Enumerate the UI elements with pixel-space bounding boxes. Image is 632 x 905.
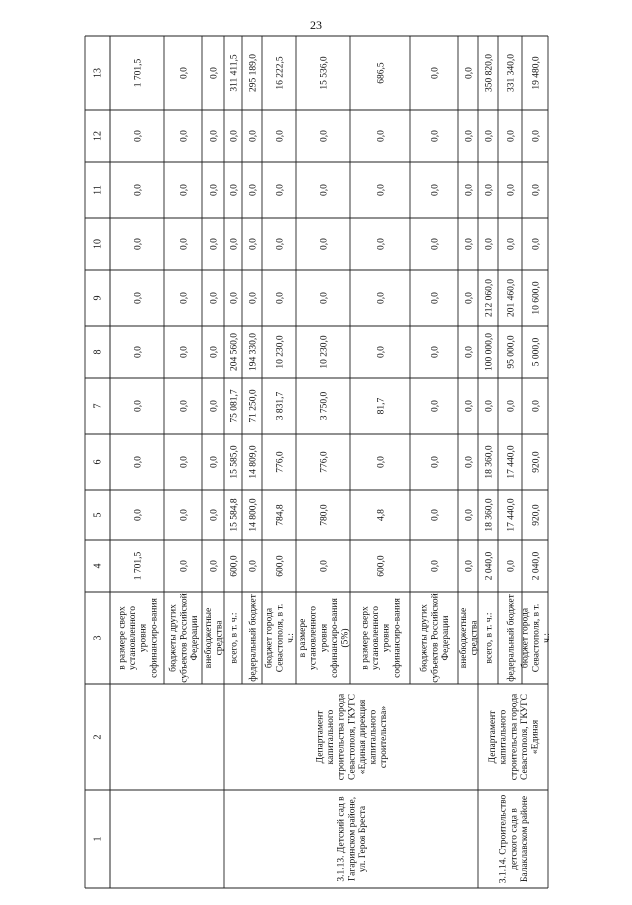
amount-cell: 0,0 bbox=[430, 130, 441, 142]
amount-cell: 0,0 bbox=[484, 400, 495, 412]
amount-cell: 0,0 bbox=[209, 400, 220, 412]
amount-cell: 0,0 bbox=[464, 456, 475, 468]
amount-cell: 0,0 bbox=[464, 292, 475, 304]
funding-source-cell: внебюджетныесредства bbox=[459, 607, 480, 669]
amount-cell: 0,0 bbox=[376, 184, 387, 196]
amount-cell: 15 585,0 bbox=[229, 445, 240, 479]
amount-cell: 71 250,0 bbox=[248, 389, 259, 423]
funding-source-cell: в размереустановленногоуровнясофинансиро-вания(5%) bbox=[298, 598, 351, 678]
amount-cell: 0,0 bbox=[248, 560, 259, 572]
amount-cell: 10 600,0 bbox=[531, 281, 542, 315]
amount-cell: 0,0 bbox=[531, 130, 542, 142]
amount-cell: 0,0 bbox=[531, 184, 542, 196]
amount-cell: 0,0 bbox=[430, 346, 441, 358]
amount-cell: 0,0 bbox=[275, 238, 286, 250]
amount-cell: 0,0 bbox=[506, 130, 517, 142]
amount-cell: 0,0 bbox=[209, 560, 220, 572]
amount-cell: 0,0 bbox=[209, 509, 220, 521]
amount-cell: 0,0 bbox=[229, 184, 240, 196]
amount-cell: 0,0 bbox=[376, 130, 387, 142]
amount-cell: 0,0 bbox=[248, 292, 259, 304]
amount-cell: 0,0 bbox=[275, 292, 286, 304]
amount-cell: 75 081,7 bbox=[229, 389, 240, 423]
amount-cell: 295 189,0 bbox=[248, 54, 259, 92]
amount-cell: 686,5 bbox=[376, 62, 387, 84]
amount-cell: 0,0 bbox=[179, 238, 190, 250]
amount-cell: 0,0 bbox=[531, 400, 542, 412]
funding-source-cell: федеральный бюджет bbox=[248, 594, 259, 682]
amount-cell: 0,0 bbox=[248, 184, 259, 196]
amount-cell: 0,0 bbox=[430, 292, 441, 304]
amount-cell: 776,0 bbox=[275, 451, 286, 473]
header-cell: 7 bbox=[92, 403, 104, 409]
responsible-cell: Департаменткапитальногостроительства городаСевастополя, ГКУГС«Единая дирекциякапитальногостроительства» bbox=[315, 693, 390, 781]
amount-cell: 0,0 bbox=[248, 130, 259, 142]
header-cell: 5 bbox=[92, 512, 104, 518]
amount-cell: 3 831,7 bbox=[275, 391, 286, 421]
amount-cell: 0,0 bbox=[430, 238, 441, 250]
header-cell: 4 bbox=[92, 563, 104, 569]
amount-cell: 0,0 bbox=[133, 346, 144, 358]
amount-cell: 0,0 bbox=[506, 238, 517, 250]
amount-cell: 0,0 bbox=[179, 456, 190, 468]
amount-cell: 3 750,0 bbox=[319, 391, 330, 421]
amount-cell: 194 330,0 bbox=[248, 333, 259, 371]
header-cell: 11 bbox=[92, 185, 104, 195]
amount-cell: 0,0 bbox=[275, 184, 286, 196]
amount-cell: 17 440,0 bbox=[506, 445, 517, 479]
amount-cell: 0,0 bbox=[319, 130, 330, 142]
amount-cell: 0,0 bbox=[209, 346, 220, 358]
header-cell: 8 bbox=[92, 349, 104, 355]
amount-cell: 0,0 bbox=[133, 184, 144, 196]
amount-cell: 0,0 bbox=[133, 456, 144, 468]
amount-cell: 0,0 bbox=[179, 400, 190, 412]
amount-cell: 0,0 bbox=[179, 346, 190, 358]
amount-cell: 0,0 bbox=[430, 67, 441, 79]
funding-source-cell: в размере сверхустановленногоуровнясофинансиро-вания bbox=[117, 598, 160, 678]
amount-cell: 600,0 bbox=[229, 555, 240, 577]
amount-cell: 0,0 bbox=[430, 400, 441, 412]
amount-cell: 10 230,0 bbox=[319, 335, 330, 369]
amount-cell: 2 040,0 bbox=[484, 551, 495, 581]
funding-source-cell: бюджеты другихсубъектов РоссийскойФедерации bbox=[168, 593, 200, 683]
amount-cell: 5 000,0 bbox=[531, 337, 542, 367]
amount-cell: 0,0 bbox=[464, 346, 475, 358]
amount-cell: 4,8 bbox=[376, 509, 387, 521]
amount-cell: 331 340,0 bbox=[506, 54, 517, 92]
header-cell: 2 bbox=[92, 734, 104, 740]
amount-cell: 784,8 bbox=[275, 504, 286, 526]
amount-cell: 0,0 bbox=[133, 130, 144, 142]
page-number: 23 bbox=[310, 18, 322, 32]
amount-cell: 0,0 bbox=[376, 292, 387, 304]
amount-cell: 920,0 bbox=[531, 451, 542, 473]
amount-cell: 0,0 bbox=[179, 509, 190, 521]
object-name-cell: 3.1.14. Строительстводетского сада вБалаклавском районе bbox=[498, 794, 530, 884]
funding-source-cell: бюджеты другихсубъектов РоссийскойФедерации bbox=[419, 593, 451, 683]
responsible-cell: Департаменткапитальногостроительства городаСевастополя, ГКУГС«Единая bbox=[488, 693, 541, 781]
amount-cell: 0,0 bbox=[464, 509, 475, 521]
amount-cell: 0,0 bbox=[464, 560, 475, 572]
funding-source-cell: всего, в т. ч.: bbox=[229, 612, 240, 664]
amount-cell: 600,0 bbox=[275, 555, 286, 577]
funding-source-cell: бюджет городаСевастополя, в т.ч.: bbox=[520, 603, 552, 673]
amount-cell: 0,0 bbox=[506, 184, 517, 196]
amount-cell: 0,0 bbox=[484, 184, 495, 196]
amount-cell: 100 000,0 bbox=[484, 333, 495, 371]
amount-cell: 0,0 bbox=[209, 130, 220, 142]
amount-cell: 0,0 bbox=[376, 346, 387, 358]
amount-cell: 10 230,0 bbox=[275, 335, 286, 369]
amount-cell: 95 000,0 bbox=[506, 335, 517, 369]
amount-cell: 0,0 bbox=[179, 184, 190, 196]
amount-cell: 0,0 bbox=[133, 238, 144, 250]
amount-cell: 1 701,5 bbox=[133, 551, 144, 581]
amount-cell: 0,0 bbox=[133, 400, 144, 412]
amount-cell: 0,0 bbox=[209, 184, 220, 196]
amount-cell: 0,0 bbox=[464, 400, 475, 412]
amount-cell: 0,0 bbox=[319, 292, 330, 304]
amount-cell: 18 360,0 bbox=[484, 498, 495, 532]
header-cell: 3 bbox=[92, 635, 104, 641]
amount-cell: 0,0 bbox=[464, 184, 475, 196]
amount-cell: 14 809,0 bbox=[248, 445, 259, 479]
object-name-cell: 3.1.13. Детский сад вГагаринском районе,ул. Героя Бреста bbox=[336, 796, 368, 882]
table-cells bbox=[93, 54, 552, 884]
amount-cell: 0,0 bbox=[248, 238, 259, 250]
amount-cell: 0,0 bbox=[209, 67, 220, 79]
amount-cell: 350 820,0 bbox=[484, 54, 495, 92]
amount-cell: 0,0 bbox=[133, 509, 144, 521]
amount-cell: 0,0 bbox=[319, 560, 330, 572]
amount-cell: 81,7 bbox=[376, 397, 387, 415]
amount-cell: 0,0 bbox=[484, 238, 495, 250]
amount-cell: 780,0 bbox=[319, 504, 330, 526]
amount-cell: 14 800,0 bbox=[248, 498, 259, 532]
amount-cell: 212 060,0 bbox=[484, 279, 495, 317]
amount-cell: 0,0 bbox=[209, 292, 220, 304]
header-cell: 10 bbox=[92, 239, 104, 249]
amount-cell: 0,0 bbox=[464, 238, 475, 250]
amount-cell: 0,0 bbox=[464, 130, 475, 142]
funding-source-cell: в размере сверхустановленногоуровнясофинансиро-вания bbox=[360, 598, 403, 678]
amount-cell: 0,0 bbox=[484, 130, 495, 142]
amount-cell: 0,0 bbox=[209, 238, 220, 250]
amount-cell: 17 440,0 bbox=[506, 498, 517, 532]
amount-cell: 311 411,5 bbox=[229, 54, 240, 92]
amount-cell: 0,0 bbox=[179, 560, 190, 572]
amount-cell: 0,0 bbox=[179, 292, 190, 304]
amount-cell: 0,0 bbox=[430, 509, 441, 521]
amount-cell: 0,0 bbox=[209, 456, 220, 468]
amount-cell: 1 701,5 bbox=[133, 58, 144, 88]
header-cell: 6 bbox=[92, 459, 104, 465]
amount-cell: 0,0 bbox=[179, 67, 190, 79]
funding-source-cell: внебюджетныесредства bbox=[204, 607, 225, 669]
amount-cell: 18 360,0 bbox=[484, 445, 495, 479]
header-cell: 9 bbox=[92, 295, 104, 301]
amount-cell: 0,0 bbox=[430, 184, 441, 196]
amount-cell: 0,0 bbox=[376, 238, 387, 250]
amount-cell: 0,0 bbox=[319, 184, 330, 196]
amount-cell: 0,0 bbox=[319, 238, 330, 250]
amount-cell: 204 560,0 bbox=[229, 333, 240, 371]
amount-cell: 0,0 bbox=[430, 456, 441, 468]
amount-cell: 19 480,0 bbox=[531, 56, 542, 90]
amount-cell: 0,0 bbox=[229, 238, 240, 250]
amount-cell: 15 536,0 bbox=[319, 56, 330, 90]
amount-cell: 0,0 bbox=[376, 456, 387, 468]
header-cell: 1 bbox=[92, 836, 104, 842]
amount-cell: 16 222,5 bbox=[275, 56, 286, 90]
amount-cell: 0,0 bbox=[133, 292, 144, 304]
amount-cell: 0,0 bbox=[506, 560, 517, 572]
amount-cell: 0,0 bbox=[531, 238, 542, 250]
funding-source-cell: бюджет городаСевастополя, в т.ч.: bbox=[264, 603, 296, 673]
amount-cell: 0,0 bbox=[464, 67, 475, 79]
funding-source-cell: всего, в т. ч.: bbox=[484, 612, 495, 664]
header-cell: 12 bbox=[92, 131, 104, 141]
amount-cell: 776,0 bbox=[319, 451, 330, 473]
funding-source-cell: федеральный бюджет bbox=[506, 594, 517, 682]
amount-cell: 0,0 bbox=[430, 560, 441, 572]
amount-cell: 0,0 bbox=[229, 292, 240, 304]
amount-cell: 920,0 bbox=[531, 504, 542, 526]
amount-cell: 15 584,8 bbox=[229, 498, 240, 532]
header-cell: 13 bbox=[92, 68, 104, 78]
amount-cell: 201 460,0 bbox=[506, 279, 517, 317]
amount-cell: 0,0 bbox=[275, 130, 286, 142]
amount-cell: 600,0 bbox=[376, 555, 387, 577]
amount-cell: 0,0 bbox=[179, 130, 190, 142]
amount-cell: 0,0 bbox=[506, 400, 517, 412]
amount-cell: 2 040,0 bbox=[531, 551, 542, 581]
amount-cell: 0,0 bbox=[229, 130, 240, 142]
